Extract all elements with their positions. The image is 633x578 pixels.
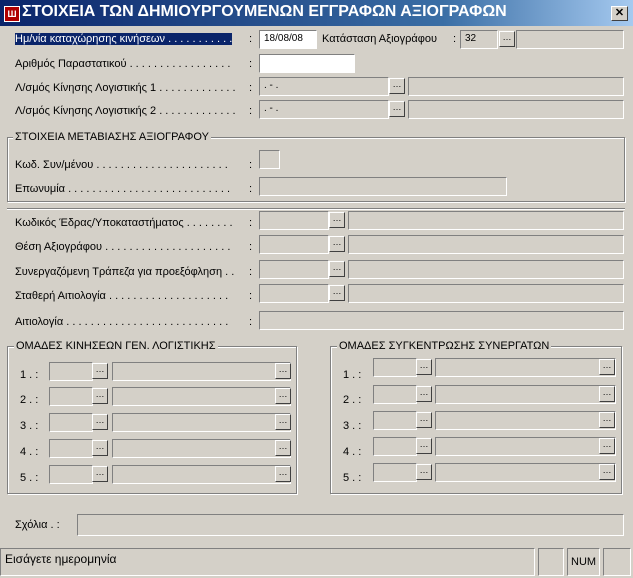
partner-row-code-input[interactable]: [373, 411, 417, 430]
colon: :: [249, 33, 253, 45]
transfer-name-field: [259, 177, 507, 196]
colon: :: [249, 159, 253, 171]
gl-row-code-input[interactable]: [49, 362, 93, 381]
gl-groups-title: ΟΜΑΔΕΣ ΚΙΝΗΣΕΩΝ ΓΕΝ. ΛΟΓΙΣΤΙΚΗΣ: [16, 340, 216, 352]
gl-row-code-input[interactable]: [49, 413, 93, 432]
partner-row-label: 3 . :: [343, 420, 362, 432]
transfer-code-label: Κωδ. Συν/μένου . . . . . . . . . . . . . . . . . . . . . .: [15, 159, 228, 171]
gl-row-desc-lookup-button[interactable]: …: [275, 363, 291, 379]
gl-row-description-field: [112, 413, 291, 432]
reason-fixed-input[interactable]: [259, 284, 329, 303]
position-description-field: [348, 235, 624, 254]
gl-row-label: 4 . :: [20, 446, 39, 458]
branch-lookup-button[interactable]: …: [329, 212, 345, 228]
date-input[interactable]: 18/08/08: [259, 30, 317, 49]
partner-row-label: 4 . :: [343, 446, 362, 458]
branch-input[interactable]: [259, 211, 329, 230]
gl-row-desc-lookup-button[interactable]: …: [275, 466, 291, 482]
partner-row-description-field: [435, 463, 616, 482]
partner-row-description-field: [435, 385, 616, 404]
partner-groups-title: ΟΜΑΔΕΣ ΣΥΓΚΕΝΤΡΩΣΗΣ ΣΥΝΕΡΓΑΤΩΝ: [339, 340, 550, 352]
gl-row-desc-lookup-button[interactable]: …: [275, 440, 291, 456]
gl-row-lookup-button[interactable]: …: [92, 388, 108, 404]
transfer-code-input[interactable]: [259, 150, 280, 169]
window-title: ΣΤΟΙΧΕΙΑ ΤΩΝ ΔΗΜΙΟΥΡΓΟΥΜΕΝΩΝ ΕΓΓΡΑΦΩΝ ΑΞΙΟΓΡΑΦΩΝ: [22, 3, 507, 20]
partner-row-description-field: [435, 358, 616, 377]
partner-row-description-field: [435, 411, 616, 430]
branch-description-field: [348, 211, 624, 230]
colon: :: [249, 105, 253, 117]
status-lookup-button[interactable]: …: [499, 31, 515, 47]
partner-row-lookup-button[interactable]: …: [416, 464, 432, 480]
reason-fixed-lookup-button[interactable]: …: [329, 285, 345, 301]
gl-row-description-field: [112, 387, 291, 406]
bank-lookup-button[interactable]: …: [329, 261, 345, 277]
gl-row-label: 3 . :: [20, 420, 39, 432]
gl-row-code-input[interactable]: [49, 465, 93, 484]
close-icon[interactable]: ✕: [611, 6, 628, 21]
status-code-field[interactable]: 32: [460, 30, 498, 49]
gl-row-label: 5 . :: [20, 472, 39, 484]
partner-row-label: 5 . :: [343, 472, 362, 484]
acct1-label: Λ/σμός Κίνησης Λογιστικής 1 . . . . . . . . . . . . .: [15, 82, 236, 94]
status-message: Εισάγετε ημερομηνία: [0, 548, 535, 576]
status-pane-blank: [603, 548, 631, 576]
transfer-group-title: ΣΤΟΙΧΕΙΑ ΜΕΤΑΒΙΑΣΗΣ ΑΞΙΟΓΡΑΦΟΥ: [15, 131, 209, 143]
reason-label: Αιτιολογία . . . . . . . . . . . . . . . . . . . . . . . . . . .: [15, 316, 229, 328]
comments-label: Σχόλια . :: [15, 519, 60, 531]
partner-row-label: 1 . :: [343, 369, 362, 381]
colon: :: [249, 183, 253, 195]
gl-row-desc-lookup-button[interactable]: …: [275, 388, 291, 404]
acct1-lookup-button[interactable]: …: [389, 78, 405, 94]
colon: :: [249, 266, 253, 278]
partner-row-lookup-button[interactable]: …: [416, 438, 432, 454]
partner-row-code-input[interactable]: [373, 437, 417, 456]
status-pane-blank: [538, 548, 564, 576]
colon: :: [249, 82, 253, 94]
gl-row-code-input[interactable]: [49, 387, 93, 406]
gl-row-lookup-button[interactable]: …: [92, 414, 108, 430]
partner-row-description-field: [435, 437, 616, 456]
branch-label: Κωδικός Έδρας/Υποκαταστήματος . . . . . . . .: [15, 217, 233, 229]
partner-row-lookup-button[interactable]: …: [416, 412, 432, 428]
position-input[interactable]: [259, 235, 329, 254]
partner-row-lookup-button[interactable]: …: [416, 386, 432, 402]
partner-row-code-input[interactable]: [373, 385, 417, 404]
acct2-description-field: [408, 100, 624, 119]
bank-description-field: [348, 260, 624, 279]
app-icon: Ш: [4, 6, 20, 22]
acct1-description-field: [408, 77, 624, 96]
colon: :: [249, 241, 253, 253]
date-label: Ημ/νία καταχώρησης κινήσεων . . . . . . . . . . .: [15, 33, 233, 45]
position-label: Θέση Αξιογράφου . . . . . . . . . . . . . . . . . . . . .: [15, 241, 231, 253]
partner-row-code-input[interactable]: [373, 463, 417, 482]
bank-label: Συνεργαζόμενη Τράπεζα για προεξόφληση . .: [15, 266, 235, 278]
voucher-input[interactable]: [259, 54, 355, 73]
acct1-input[interactable]: . - .: [259, 77, 389, 96]
partner-row-label: 2 . :: [343, 394, 362, 406]
divider: [7, 208, 625, 210]
partner-row-desc-lookup-button[interactable]: …: [599, 464, 615, 480]
status-label: Κατάσταση Αξιογράφου: [322, 33, 438, 45]
colon: :: [249, 217, 253, 229]
colon: :: [453, 33, 457, 45]
gl-row-description-field: [112, 465, 291, 484]
num-lock-indicator: NUM: [567, 548, 600, 576]
partner-row-lookup-button[interactable]: …: [416, 359, 432, 375]
acct2-label: Λ/σμός Κίνησης Λογιστικής 2 . . . . . . . . . . . . .: [15, 105, 236, 117]
gl-row-lookup-button[interactable]: …: [92, 363, 108, 379]
partner-row-code-input[interactable]: [373, 358, 417, 377]
position-lookup-button[interactable]: …: [329, 236, 345, 252]
voucher-label: Αριθμός Παραστατικού . . . . . . . . . . . . . . . . .: [15, 58, 231, 70]
gl-row-lookup-button[interactable]: …: [92, 440, 108, 456]
bank-input[interactable]: [259, 260, 329, 279]
transfer-name-label: Επωνυμία . . . . . . . . . . . . . . . . . . . . . . . . . . .: [15, 183, 231, 195]
partner-row-desc-lookup-button[interactable]: …: [599, 386, 615, 402]
acct2-input[interactable]: . - .: [259, 100, 389, 119]
reason-fixed-description-field: [348, 284, 624, 303]
gl-row-description-field: [112, 362, 291, 381]
gl-row-description-field: [112, 439, 291, 458]
gl-row-label: 1 . :: [20, 369, 39, 381]
gl-row-lookup-button[interactable]: …: [92, 466, 108, 482]
partner-row-desc-lookup-button[interactable]: …: [599, 412, 615, 428]
status-description-field: [516, 30, 624, 49]
comments-input[interactable]: [77, 514, 624, 536]
partner-row-desc-lookup-button[interactable]: …: [599, 359, 615, 375]
reason-input[interactable]: [259, 311, 624, 330]
gl-row-label: 2 . :: [20, 394, 39, 406]
acct2-lookup-button[interactable]: …: [389, 101, 405, 117]
colon: :: [249, 58, 253, 70]
title-bar: [0, 0, 633, 26]
colon: :: [249, 290, 253, 302]
reason-fixed-label: Σταθερή Αιτιολογία . . . . . . . . . . . . . . . . . . . .: [15, 290, 229, 302]
colon: :: [249, 316, 253, 328]
gl-row-code-input[interactable]: [49, 439, 93, 458]
partner-row-desc-lookup-button[interactable]: …: [599, 438, 615, 454]
gl-row-desc-lookup-button[interactable]: …: [275, 414, 291, 430]
status-bar: [0, 548, 633, 578]
